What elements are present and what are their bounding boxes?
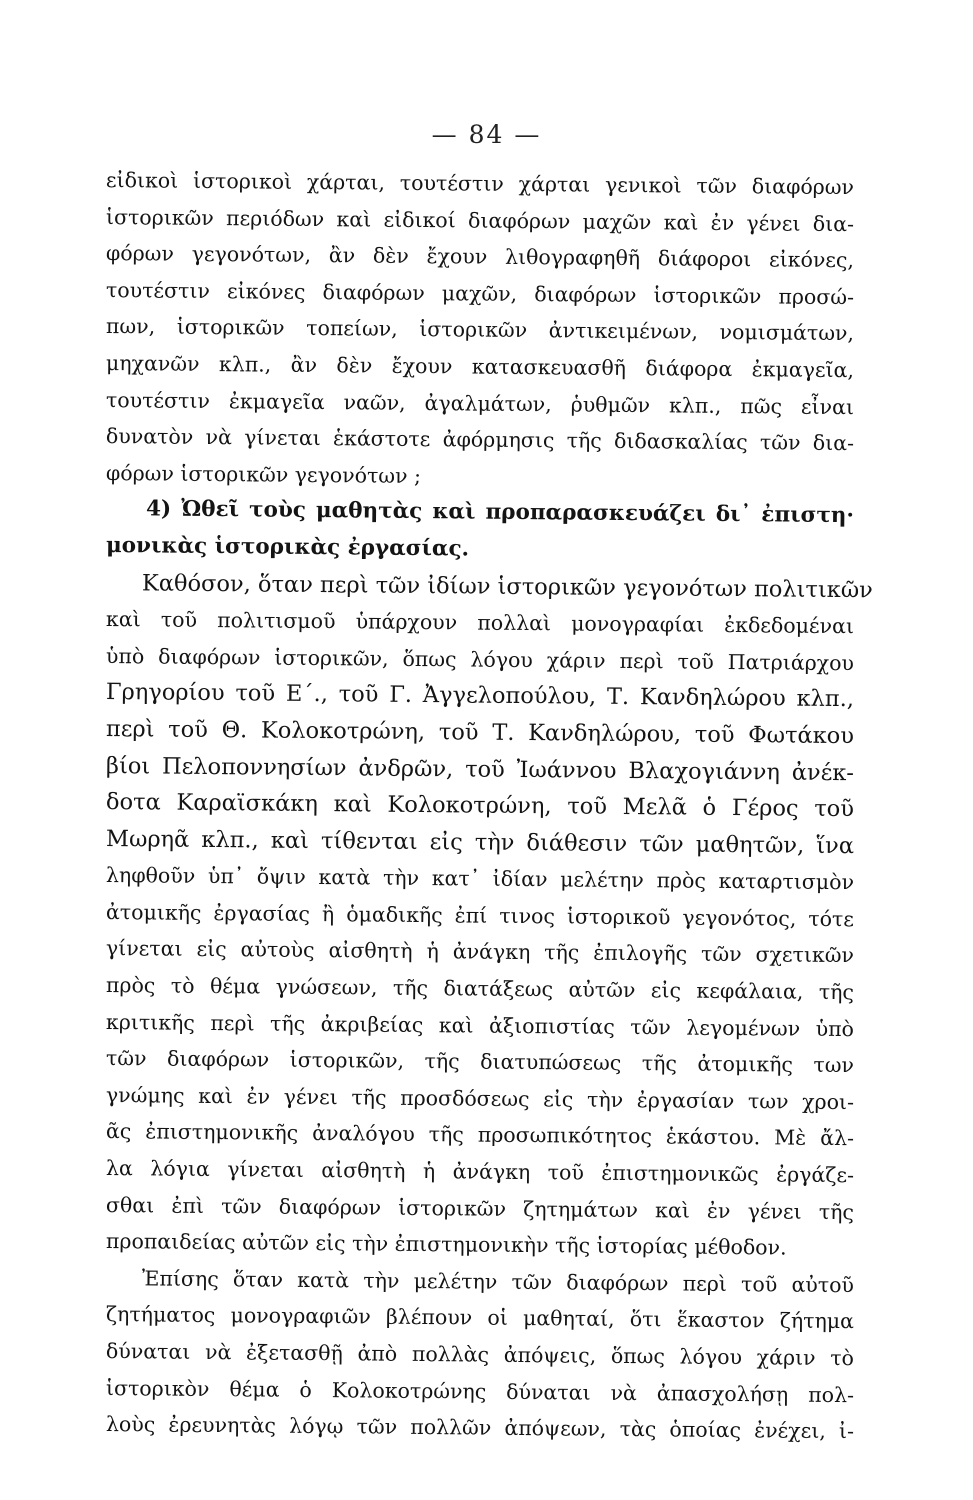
text-line: βίοι Πελοποννησίων ἀνδρῶν, τοῦ Ἰωάννου Βλαχογιάννη ἀνέκ- <box>105 752 855 786</box>
paragraph-first-line: Ἐπίσης ὅταν κατὰ τὴν μελέτην τῶν διαφόρων περὶ τοῦ αὐτοῦ <box>141 1266 855 1297</box>
body-text <box>105 162 873 1444</box>
text-line: πων, ἱστορικῶν τοπείων, ἱστορικῶν ἀντικειμένων, νομισμάτων, <box>105 314 855 346</box>
text-line: πρὸς τὸ θέμα γνώσεων, τῆς διατάξεως αὐτῶν εἰς κεφάλαια, τῆς <box>105 973 855 1005</box>
text-line: ζητήματος μονογραφιῶν βλέπουν οἱ μαθηταί, ὅτι ἕκαστον ζήτημα <box>105 1302 855 1334</box>
text-line: τουτέστιν εἰκόνες διαφόρων μαχῶν, διαφόρων ἱστορικῶν προσώ- <box>105 277 855 309</box>
text-line: καὶ τοῦ πολιτισμοῦ ὑπάρχουν πολλαὶ μονογραφίαι ἐκδεδομέναι <box>105 607 855 639</box>
text-line: δύναται νὰ ἐξετασθῇ ἀπὸ πολλὰς ἀπόψεις, ὅπως λόγου χάριν τὸ <box>105 1339 855 1371</box>
text-line: τῶν διαφόρων ἱστορικῶν, τῆς διατυπώσεως τῆς ἀτομικῆς των <box>105 1046 855 1078</box>
text-line: Μωρηᾶ κλπ., καὶ τίθενται εἰς τὴν διάθεσιν τῶν μαθητῶν, ἵνα <box>105 825 855 859</box>
text-line: λα λόγια γίνεται αἰσθητὴ ἡ ἀνάγκη τοῦ ἐπιστημονικῶς ἐργάζε- <box>105 1156 855 1188</box>
text-line: γνώμης καὶ ἐν γένει τῆς προσδόσεως εἰς τὴν ἐργασίαν των χροι- <box>105 1082 855 1115</box>
text-line: δοτα Καραϊσκάκη καὶ Κολοκοτρώνη, τοῦ Μελᾶ ὁ Γέρος τοῦ <box>105 789 855 823</box>
text-line: σθαι ἐπὶ τῶν διαφόρων ἱστορικῶν ζητημάτων καὶ ἐν γένει τῆς <box>105 1192 855 1224</box>
text-line: ἀτομικῆς ἐργασίας ἢ ὁμαδικῆς ἐπί τινος ἱστορικοῦ γεγονότος, τότε <box>105 899 855 932</box>
text-line: λοὺς ἐρευνητὰς λόγῳ τῶν πολλῶν ἀπόψεων, τὰς ὁποίας ἐνέχει, ἰ- <box>105 1412 855 1444</box>
text-line: εἰδικοὶ ἱστορικοὶ χάρται, τουτέστιν χάρται γενικοὶ τῶν διαφόρων <box>105 168 855 200</box>
text-line: τουτέστιν ἐκμαγεῖα ναῶν, ἀγαλμάτων, ῥυθμῶν κλπ., πῶς εἶναι <box>105 387 855 419</box>
section-heading-continued: μονικὰς ἱστορικὰς ἐργασίας. <box>105 532 470 562</box>
text-line: δυνατὸν νὰ γίνεται ἑκάστοτε ἀφόρμησις τῆς διδασκαλίας τῶν δια- <box>105 424 855 456</box>
page-number: — 84 — <box>431 120 542 149</box>
text-line: ἱστορικῶν περιόδων καὶ εἰδικοί διαφόρων μαχῶν καὶ ἐν γένει δια- <box>105 204 855 236</box>
text-line: ὑπὸ διαφόρων ἱστορικῶν, ὅπως λόγου χάριν περὶ τοῦ Πατριάρχου <box>105 643 855 675</box>
text-line: μηχανῶν κλπ., ἂν δὲν ἔχουν κατασκευασθῆ διάφορα ἐκμαγεῖα, <box>105 350 855 383</box>
paragraph-first-line: Καθόσον, ὅταν περὶ τῶν ἰδίων ἱστορικῶν γεγονότων πολιτικῶν <box>141 569 873 603</box>
text-line: φόρων ἱστορικῶν γεγονότων ; <box>105 460 422 488</box>
text-line: ᾶς ἐπιστημονικῆς ἀναλόγου τῆς προσωπικότητος ἑκάστου. Μὲ ἄλ- <box>105 1119 855 1151</box>
text-line: φόρων γεγονότων, ἂν δὲν ἔχουν λιθογραφηθῆ διάφοροι εἰκόνες, <box>105 241 855 273</box>
text-line: προπαιδείας αὐτῶν εἰς τὴν ἐπιστημονικὴν τῆς ἱστορίας μέθοδον. <box>105 1229 787 1260</box>
text-line: γίνεται εἰς αὐτοὺς αἰσθητὴ ἡ ἀνάγκη τῆς ἐπιλογῆς τῶν σχετικῶν <box>105 936 855 968</box>
text-line: Γρηγορίου τοῦ Ε΄., τοῦ Γ. Ἀγγελοπούλου, Τ. Κανδηλώρου κλπ., <box>105 679 855 713</box>
text-line: ληφθοῦν ὑπ᾽ ὄψιν κατὰ τὴν κατ᾽ ἰδίαν μελέτην πρὸς καταρτισμὸν <box>105 863 855 895</box>
text-line: κριτικῆς περὶ τῆς ἀκριβείας καὶ ἀξιοπιστίας τῶν λεγομένων ὑπὸ <box>105 1009 855 1041</box>
text-line: ἱστορικὸν θέμα ὁ Κολοκοτρώνης δύναται νὰ ἀπασχολήσῃ πολ- <box>105 1375 855 1407</box>
section-heading: 4) Ὠθεῖ τοὺς μαθητὰς καὶ προπαρασκευάζει δι᾽ ἐπιστη· <box>145 496 855 529</box>
text-line: περὶ τοῦ Θ. Κολοκοτρώνη, τοῦ Τ. Κανδηλώρου, τοῦ Φωτάκου <box>105 715 855 750</box>
